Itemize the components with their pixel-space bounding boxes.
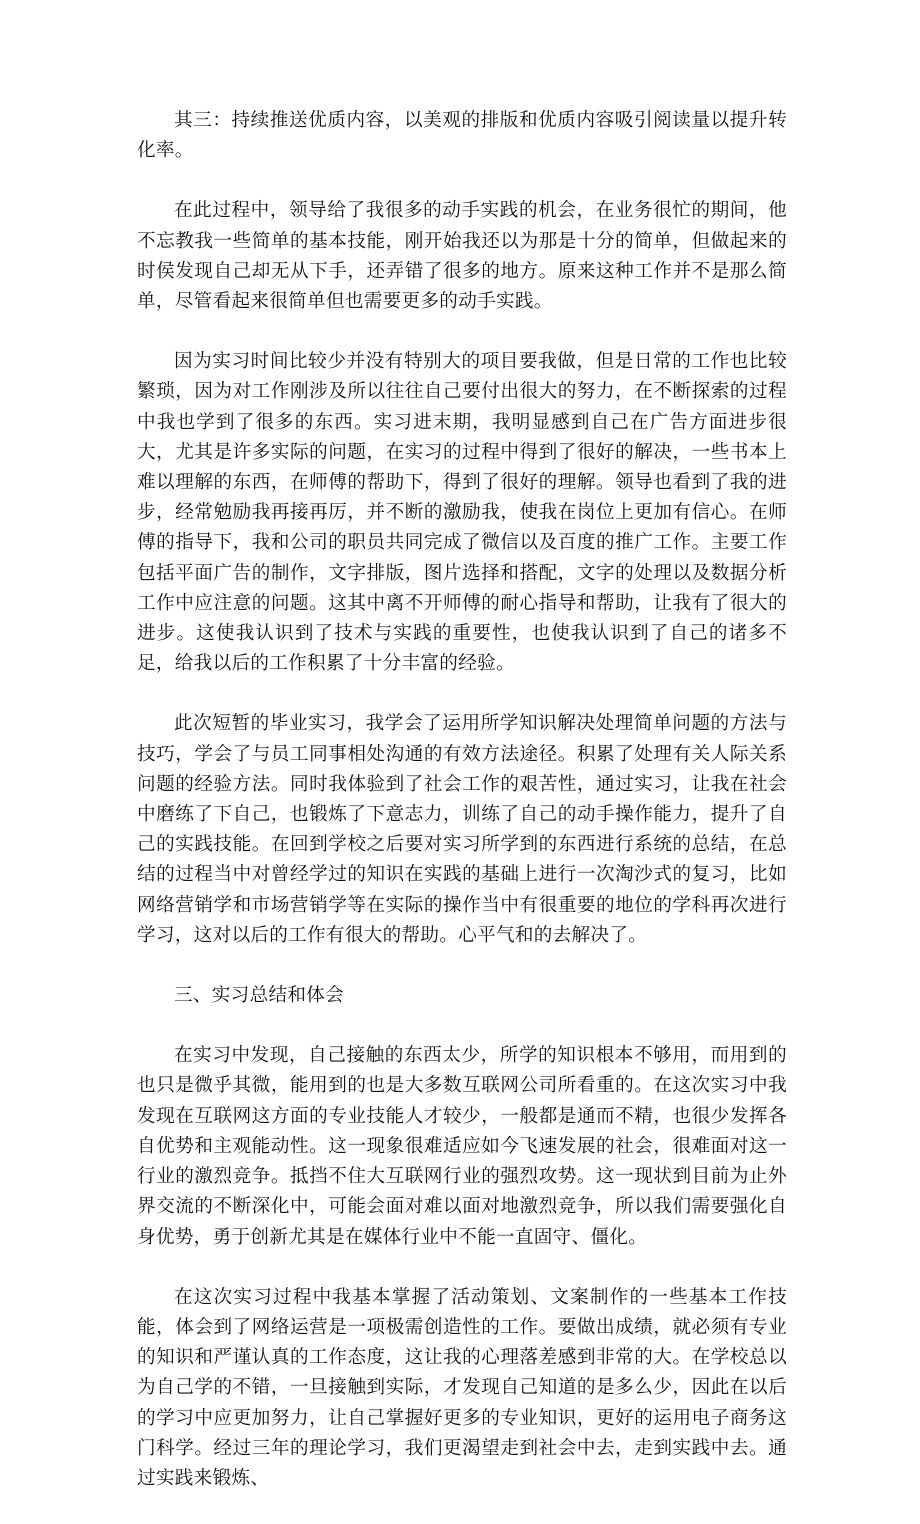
paragraph-findings: 在实习中发现，自己接触的东西太少，所学的知识根本不够用，而用到的也只是微乎其微，能用到的也是大多数互联网公司所看重的。在这次实习中我发现在互联网这方面的专业技能人才较少，一般都是通而不精，也很少发挥各自优势和主观能动性。这一现象很难适应如今飞速发展的社会，很难面对这一行业的激烈竞争。抵挡不住大互联网行业的强烈攻势。这一现状到目前为止外界交流的不断深化中，可能会面对难以面对地激烈竞争，所以我们需要强化自身优势，勇于创新尤其是在媒体行业中不能一直固守、僵化。 (137, 1045, 787, 1248)
paragraph-skills-learned: 在这次实习过程中我基本掌握了活动策划、文案制作的一些基本工作技能，体会到了网络运营是一项极需创造性的工作。要做出成绩，就必须有专业的知识和严谨认真的工作态度，这让我的心理落差感到非常的大。在学校总以为自己学的不错，一旦接触到实际，才发现自己知道的是多么少，因此在以后的学习中应更加努力，让自己掌握好更多的专业知识，更好的运用电子商务这门科学。经过三年的理论学习，我们更渴望走到社会中去，走到实践中去。通过实践来锻炼、 (137, 1286, 787, 1489)
paragraph-content-push: 其三：持续推送优质内容，以美观的排版和优质内容吸引阅读量以提升转化率。 (137, 110, 787, 162)
paragraph-graduation-internship: 此次短暂的毕业实习，我学会了运用所学知识解决处理简单问题的方法与技巧，学会了与员工同事相处沟通的有效方法途径。积累了处理有关人际关系问题的经验方法。同时我体验到了社会工作的艰苦性，通过实习，让我在社会中磨练了下自己，也锻炼了下意志力，训练了自己的动手操作能力，提升了自己的实践技能。在回到学校之后要对实习所学到的东西进行系统的总结，在总结的过程当中对曾经学过的知识在实践的基础上进行一次淘沙式的复习，比如网络营销学和市场营销学等在实际的操作当中有很重要的地位的学科再次进行学习，这对以后的工作有很大的帮助。心平气和的去解决了。 (137, 713, 787, 946)
paragraph-hands-on-practice: 在此过程中，领导给了我很多的动手实践的机会，在业务很忙的期间，他不忘教我一些简单的基本技能，刚开始我还以为那是十分的简单，但做起来的时侯发现自己却无从下手，还弄错了很多的地方。原来这种工作并不是那么简单，尽管看起来很简单但也需要更多的动手实践。 (137, 200, 787, 313)
paragraph-internship-progress: 因为实习时间比较少并没有特别大的项目要我做，但是日常的工作也比较繁琐，因为对工作刚涉及所以往往自己要付出很大的努力，在不断探索的过程中我也学到了很多的东西。实习进末期，我明显感到自己在广告方面进步很大，尤其是许多实际的问题，在实习的过程中得到了很好的解决，一些书本上难以理解的东西，在师傅的帮助下，得到了很好的理解。领导也看到了我的进步，经常勉励我再接再厉，并不断的激励我，使我在岗位上更加有信心。在师傅的指导下，我和公司的职员共同完成了微信以及百度的推广工作。主要工作包括平面广告的制作，文字排版，图片选择和搭配，文字的处理以及数据分析工作中应注意的问题。这其中离不开师傅的耐心指导和帮助，让我有了很大的进步。这使我认识到了技术与实践的重要性，也使我认识到了自己的诸多不足，给我以后的工作积累了十分丰富的经验。 (137, 351, 787, 675)
section-heading: 三、实习总结和体会 (174, 985, 345, 1007)
document-body (137, 106, 787, 1524)
